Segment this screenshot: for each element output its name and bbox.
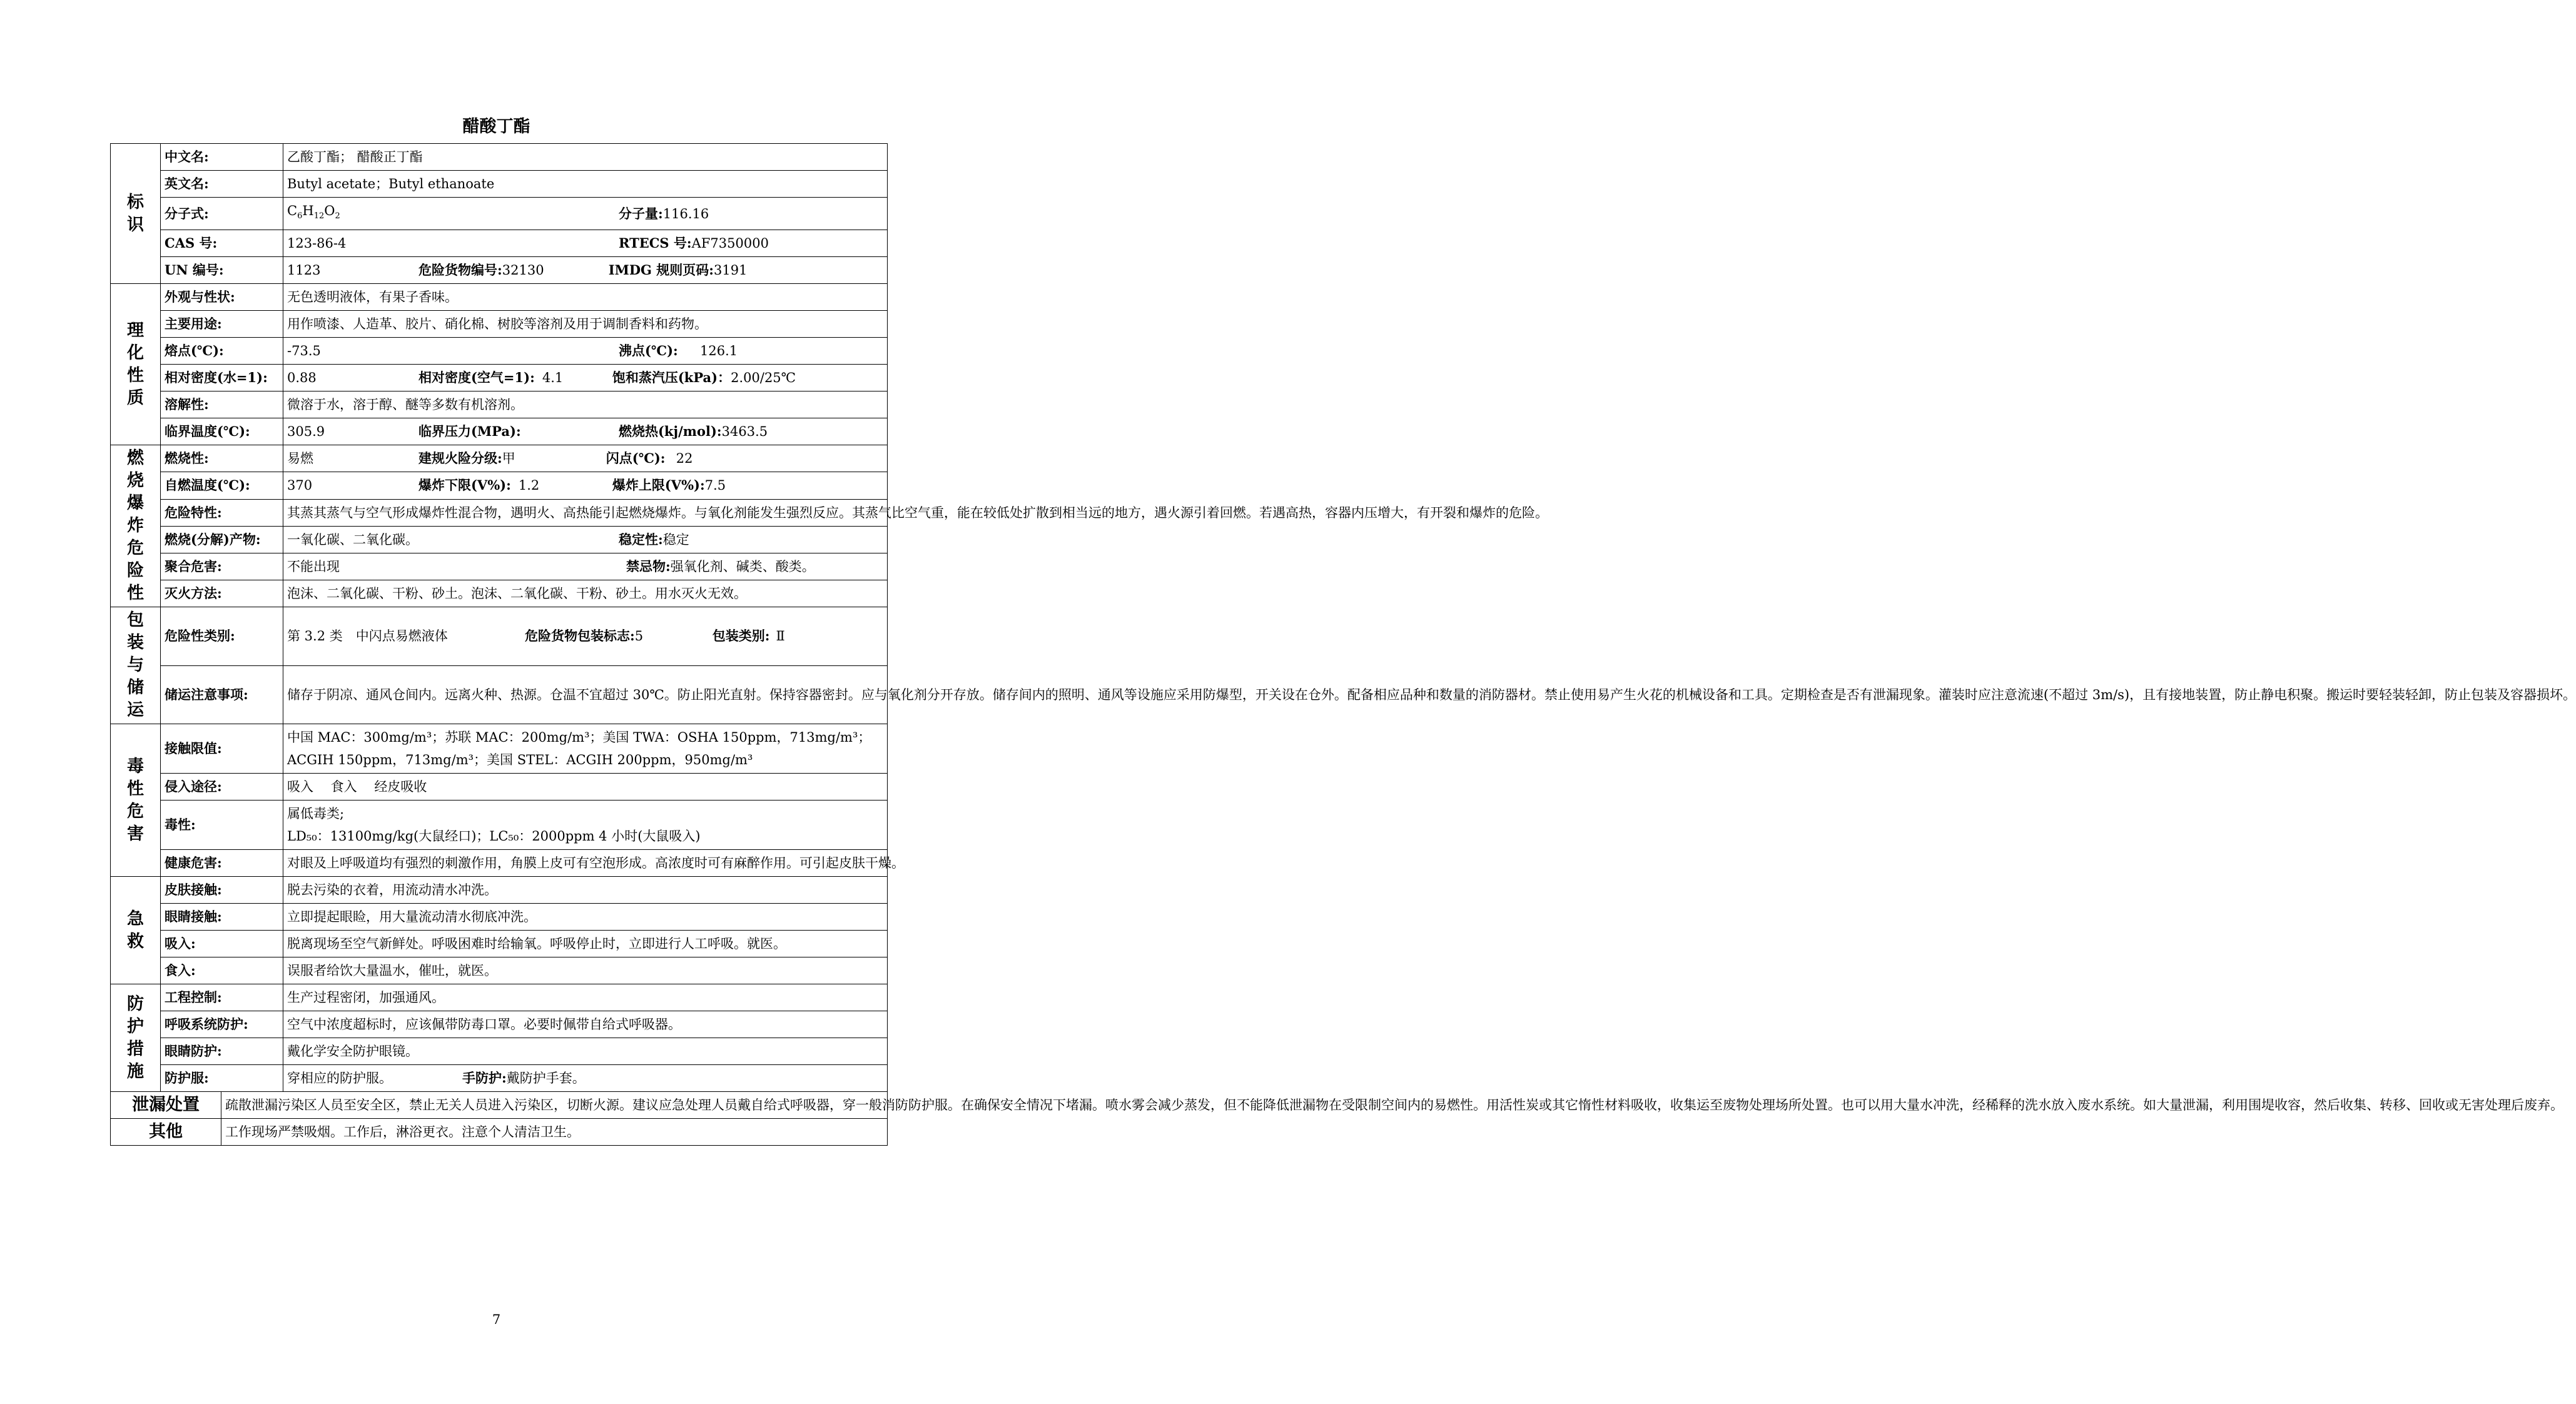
mw-label: 分子量: xyxy=(619,205,663,221)
table-row xyxy=(111,553,888,580)
hazard-label: 危险特性: xyxy=(161,499,283,526)
table-row xyxy=(111,931,888,957)
section-char: 性 xyxy=(127,583,144,604)
ingestion-label: 食入: xyxy=(161,957,283,984)
table-row xyxy=(111,1119,888,1146)
storage-value: 储存于阴凉、通风仓间内。远离火种、热源。仓温不宜超过 30℃。防止阳光直射。保持容器密封。应与氧化剂分开存放。储存间内的照明、通风等设施应采用防爆型，开关设在仓外。配备相应品种和数量的消防器材。禁止使用易产生火花的机械设备和工具。定期检查是否有泄漏现象。灌装时应注意流速(不超过 3m/s)，且有接地装置，防止静电积聚。搬运时要轻装轻卸，防止包装及容器损坏。 xyxy=(283,665,888,724)
route-value: 吸入 食入 经皮吸收 xyxy=(283,774,888,800)
clothing-label: 防护服: xyxy=(161,1065,283,1092)
section-label-pack xyxy=(111,607,161,724)
rtecs-label: RTECS 号: xyxy=(619,235,692,251)
document-title: 醋酸丁酯 xyxy=(462,117,530,136)
toxicity-line2: LD₅₀：13100mg/kg(大鼠经口)；LC₅₀：2000ppm 4 小时(大鼠吸入) xyxy=(287,829,701,844)
table-row xyxy=(111,445,888,472)
use-label: 主要用途: xyxy=(161,311,283,338)
rd-air-label: 相对密度(空气=1): xyxy=(418,370,535,386)
section-label-tox xyxy=(111,724,161,877)
inhalation-label: 吸入: xyxy=(161,931,283,957)
package-class-label: 包装类别: xyxy=(712,628,770,644)
formula-value: $C_6H_{12}O_2$ xyxy=(287,203,340,221)
imdg-value: 3191 xyxy=(714,263,748,278)
package-mark-label: 危险货物包装标志: xyxy=(525,628,635,644)
section-label-aid xyxy=(111,877,161,984)
table-row xyxy=(111,877,888,904)
appearance-value: 无色透明液体，有果子香味。 xyxy=(283,284,888,311)
products-label: 燃烧(分解)产物: xyxy=(161,526,283,553)
section-char: 急 xyxy=(127,909,144,929)
heat-label: 燃烧热(kj/mol): xyxy=(619,423,722,440)
respiratory-value: 空气中浓度超标时，应该佩带防毒口罩。必要时佩带自给式呼吸器。 xyxy=(283,1011,888,1038)
solubility-value: 微溶于水，溶于醇、醚等多数有机溶剂。 xyxy=(283,391,888,418)
page-number: 7 xyxy=(492,1312,501,1327)
eye-contact-value: 立即提起眼睑，用大量流动清水彻底冲洗。 xyxy=(283,904,888,931)
section-char: 装 xyxy=(127,633,144,653)
table-row xyxy=(111,144,888,171)
section-char: 爆 xyxy=(127,493,144,513)
vp-label: 饱和蒸汽压(kPa)： xyxy=(612,370,731,386)
combustibility-label: 燃烧性: xyxy=(161,445,283,472)
table-row xyxy=(111,850,888,877)
autoignition-label: 自燃温度(℃): xyxy=(161,472,283,499)
products-value: 一氧化碳、二氧化碳。 xyxy=(287,532,418,547)
fire-class-value: 甲 xyxy=(502,451,515,467)
respiratory-label: 呼吸系统防护: xyxy=(161,1011,283,1038)
un-value: 1123 xyxy=(287,263,321,278)
table-row xyxy=(111,526,888,553)
section-char: 储 xyxy=(127,678,144,698)
package-class-value: Ⅱ xyxy=(776,629,785,644)
formula-label: 分子式: xyxy=(161,198,283,230)
dg-number-value: 32130 xyxy=(502,263,544,278)
engineering-value: 生产过程密闭，加强通风。 xyxy=(283,984,888,1011)
other-value: 工作现场严禁吸烟。工作后，淋浴更衣。注意个人清洁卫生。 xyxy=(221,1119,888,1146)
section-char: 识 xyxy=(127,215,144,235)
table-row xyxy=(111,904,888,931)
autoignition-value: 370 xyxy=(287,478,313,493)
eye-protection-label: 眼睛防护: xyxy=(161,1038,283,1065)
table-row xyxy=(111,418,888,445)
lel-value: 1.2 xyxy=(518,478,540,493)
section-char: 施 xyxy=(127,1061,144,1081)
toxicity-line1: 属低毒类; xyxy=(287,806,345,822)
rd-air-value: 4.1 xyxy=(542,370,564,386)
polymerization-label: 聚合危害: xyxy=(161,553,283,580)
section-char: 与 xyxy=(127,655,144,675)
health-value: 对眼及上呼吸道均有强烈的刺激作用，角膜上皮可有空泡形成。高浓度时可有麻醉作用。可引起皮肤干燥。 xyxy=(283,850,888,877)
table-row xyxy=(111,957,888,984)
engineering-label: 工程控制: xyxy=(161,984,283,1011)
spill-label: 泄漏处置 xyxy=(111,1092,221,1119)
hand-protection-label: 手防护: xyxy=(462,1070,507,1086)
clothing-value: 穿相应的防护服。 xyxy=(287,1071,392,1086)
crit-pressure-label: 临界压力(MPa): xyxy=(418,423,521,440)
cn-name-value: 乙酸丁酯； 醋酸正丁酯 xyxy=(283,144,888,171)
incompatible-label: 禁忌物: xyxy=(626,558,671,574)
rtecs-value: AF7350000 xyxy=(691,236,769,251)
table-row xyxy=(111,391,888,418)
section-char: 性 xyxy=(127,365,144,385)
rd-water-label: 相对密度(水=1): xyxy=(161,365,283,391)
section-char: 险 xyxy=(127,561,144,581)
crit-temp-label: 临界温度(℃): xyxy=(161,418,283,445)
route-label: 侵入途径: xyxy=(161,774,283,800)
eye-protection-value: 戴化学安全防护眼镜。 xyxy=(283,1038,888,1065)
msds-bottom-table xyxy=(110,1091,2563,1146)
combustibility-value: 易燃 xyxy=(287,451,313,467)
mw-value: 116.16 xyxy=(662,206,709,221)
section-label-phys xyxy=(111,284,161,445)
hazard-category-value: 第 3.2 类 中闪点易燃液体 xyxy=(287,629,448,644)
section-char: 救 xyxy=(127,931,144,951)
section-char: 害 xyxy=(127,824,144,844)
exposure-limit-label: 接触限值: xyxy=(161,724,283,774)
table-row xyxy=(111,257,888,284)
section-char: 运 xyxy=(127,700,144,720)
flash-point-label: 闪点(℃): xyxy=(606,450,666,467)
section-char: 性 xyxy=(127,779,144,799)
spill-value: 疏散泄漏污染区人员至安全区，禁止无关人员进入污染区，切断火源。建议应急处理人员戴自给式呼吸器，穿一般消防防护服。在确保安全情况下堵漏。喷水雾会减少蒸发，但不能降低泄漏物在受限制空间内的易燃性。用活性炭或其它惰性材料吸收，收集运至废物处理场所处置。也可以用大量水冲洗，经稀释的洗水放入废水系统。如大量泄漏，利用围堤收容，然后收集、转移、回收或无害处理后废弃。 xyxy=(221,1092,888,1119)
incompatible-value: 强氧化剂、碱类、酸类。 xyxy=(670,558,815,574)
table-row xyxy=(111,1092,888,1119)
section-char: 烧 xyxy=(127,471,144,491)
stability-label: 稳定性: xyxy=(619,531,663,547)
msds-table xyxy=(110,143,2576,1092)
heat-value: 3463.5 xyxy=(721,424,768,440)
extinguish-value: 泡沫、二氧化碳、干粉、砂土。泡沫、二氧化碳、干粉、砂土。用水灭火无效。 xyxy=(283,580,888,607)
section-char: 措 xyxy=(127,1039,144,1059)
stability-value: 稳定 xyxy=(662,532,689,547)
uel-value: 7.5 xyxy=(704,478,726,493)
section-char: 包 xyxy=(127,610,144,630)
mp-label: 熔点(℃): xyxy=(161,338,283,365)
lel-label: 爆炸下限(V%): xyxy=(418,477,511,493)
section-char: 危 xyxy=(127,538,144,558)
appearance-label: 外观与性状: xyxy=(161,284,283,311)
section-char: 化 xyxy=(127,343,144,363)
skin-contact-value: 脱去污染的衣着，用流动清水冲洗。 xyxy=(283,877,888,904)
section-char: 炸 xyxy=(127,516,144,536)
table-row xyxy=(111,724,888,774)
section-char: 护 xyxy=(127,1016,144,1036)
table-row xyxy=(111,311,888,338)
un-label: UN 编号: xyxy=(161,257,283,284)
skin-contact-label: 皮肤接触: xyxy=(161,877,283,904)
section-char: 燃 xyxy=(127,448,144,468)
section-char: 标 xyxy=(127,192,144,212)
section-label-id xyxy=(111,144,161,284)
table-row xyxy=(111,1038,888,1065)
table-row xyxy=(111,171,888,198)
table-row xyxy=(111,800,888,850)
hand-protection-value: 戴防护手套。 xyxy=(506,1071,586,1086)
table-row xyxy=(111,499,888,526)
hazard-value: 其蒸其蒸气与空气形成爆炸性混合物，遇明火、高热能引起燃烧爆炸。与氧化剂能发生强烈反应。其蒸气比空气重，能在较低处扩散到相当远的地方，遇火源引着回燃。若遇高热，容器内压增大，有开裂和爆炸的危险。 xyxy=(283,499,888,526)
section-char: 危 xyxy=(127,801,144,821)
exposure-limit-line1: 中国 MAC：300mg/m³；苏联 MAC：200mg/m³；美国 TWA：OSHA 150ppm，713mg/m³； xyxy=(287,730,871,745)
exposure-limit-line2: ACGIH 150ppm，713mg/m³；美国 STEL：ACGIH 200ppm，950mg/m³ xyxy=(287,752,753,768)
bp-label: 沸点(℃): xyxy=(619,343,678,359)
table-row xyxy=(111,1065,888,1092)
section-char: 质 xyxy=(127,388,144,408)
imdg-label: IMDG 规则页码: xyxy=(608,262,714,278)
table-row xyxy=(111,774,888,800)
dg-number-label: 危险货物编号: xyxy=(418,262,502,278)
health-label: 健康危害: xyxy=(161,850,283,877)
section-char: 防 xyxy=(127,994,144,1014)
bp-value: 126.1 xyxy=(700,343,738,359)
table-row xyxy=(111,580,888,607)
cn-name-label: 中文名: xyxy=(161,144,283,171)
hazard-category-label: 危险性类别: xyxy=(161,607,283,666)
table-row xyxy=(111,472,888,499)
cas-label: CAS 号: xyxy=(161,230,283,257)
mp-value: -73.5 xyxy=(287,343,321,359)
table-row xyxy=(111,665,888,724)
table-row xyxy=(111,365,888,391)
ingestion-value: 误服者给饮大量温水，催吐，就医。 xyxy=(283,957,888,984)
toxicity-label: 毒性: xyxy=(161,800,283,850)
table-row xyxy=(111,984,888,1011)
polymerization-value: 不能出现 xyxy=(287,558,340,574)
flash-point-value: 22 xyxy=(676,451,693,467)
rd-water-value: 0.88 xyxy=(287,370,317,386)
storage-label: 储运注意事项: xyxy=(161,665,283,724)
package-mark-value: 5 xyxy=(634,629,644,644)
fire-class-label: 建规火险分级: xyxy=(418,450,502,467)
section-label-fire xyxy=(111,445,161,607)
section-label-prot xyxy=(111,984,161,1092)
use-value: 用作喷漆、人造革、胶片、硝化棉、树胶等溶剂及用于调制香料和药物。 xyxy=(283,311,888,338)
table-row xyxy=(111,607,888,666)
en-name-label: 英文名: xyxy=(161,171,283,198)
table-row xyxy=(111,1011,888,1038)
table-row xyxy=(111,284,888,311)
uel-label: 爆炸上限(V%): xyxy=(612,477,705,493)
en-name-value: Butyl acetate；Butyl ethanoate xyxy=(283,171,888,198)
crit-temp-value: 305.9 xyxy=(287,424,325,440)
cas-value: 123-86-4 xyxy=(287,236,347,251)
inhalation-value: 脱离现场至空气新鲜处。呼吸困难时给输氧。呼吸停止时，立即进行人工呼吸。就医。 xyxy=(283,931,888,957)
section-char: 毒 xyxy=(127,756,144,776)
extinguish-label: 灭火方法: xyxy=(161,580,283,607)
table-row xyxy=(111,338,888,365)
table-row xyxy=(111,230,888,257)
table-row xyxy=(111,198,888,230)
section-char: 理 xyxy=(127,320,144,340)
other-label: 其他 xyxy=(111,1119,221,1146)
solubility-label: 溶解性: xyxy=(161,391,283,418)
vp-value: 2.00/25℃ xyxy=(731,370,796,386)
eye-contact-label: 眼睛接触: xyxy=(161,904,283,931)
